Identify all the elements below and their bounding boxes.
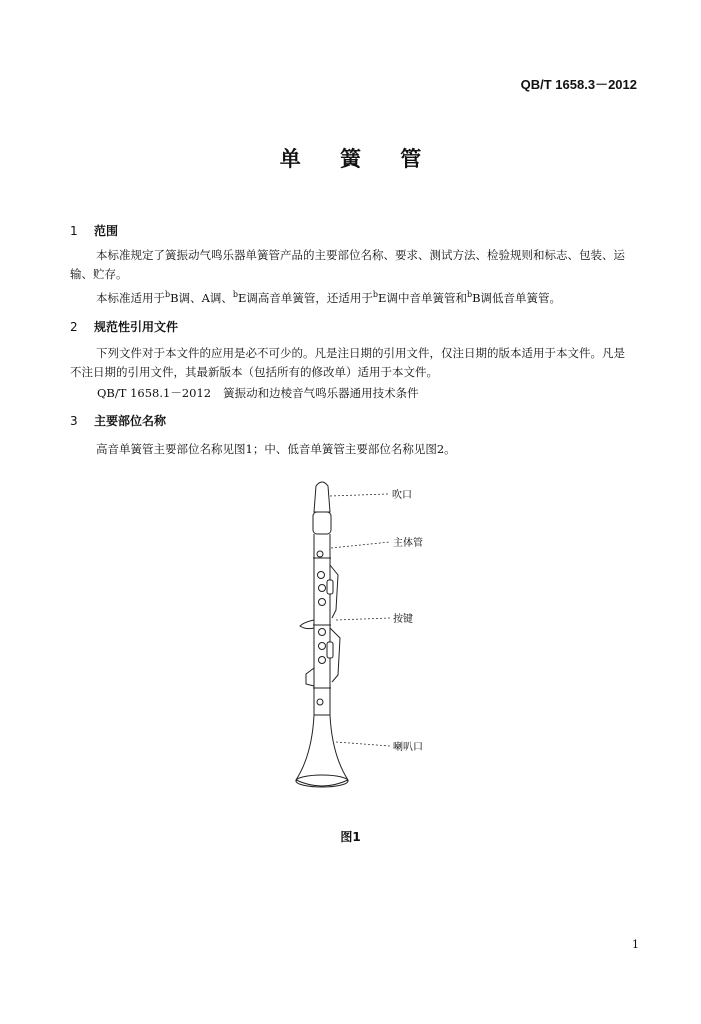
keys-group	[300, 551, 340, 705]
figure-caption: 图1	[340, 830, 361, 844]
label-mouthpiece: 吹口	[392, 490, 412, 501]
label-keys: 按键	[393, 614, 413, 625]
section-title: 范围	[94, 224, 119, 238]
main-parts-paragraph: 高音单簧管主要部位名称见图1；中、低音单簧管主要部位名称见图2。	[96, 442, 456, 456]
barrel-shape	[313, 512, 331, 534]
reference-code: QB/T 1658.1－2012	[97, 386, 212, 400]
bell-rim-shape	[296, 775, 348, 787]
section-1-heading	[70, 222, 118, 239]
section-number: 1	[70, 224, 78, 238]
section-number: 3	[70, 414, 78, 428]
section-number: 2	[70, 320, 78, 334]
normative-references-paragraph: 下列文件对于本文件的应用是必不可少的。凡是注日期的引用文件，仅注日期的版本适用于本文件。凡是不注日期的引用文件，其最新版本（包括所有的修改单）适用于本文件。	[70, 346, 625, 379]
label-body-tube: 主体管	[393, 538, 423, 549]
page-number: 1	[632, 938, 639, 951]
section-title: 主要部位名称	[94, 414, 167, 428]
document-title: 单 簧 管	[279, 147, 438, 171]
standard-code: QB/T 1658.3－2012	[520, 77, 637, 92]
label-bell: 喇叭口	[393, 742, 423, 753]
scope-applicability-paragraph: 本标准适用于$^b$B调、A调、$^b$E调高音单簧管，还适用于$^b$E调中音单簧管和$^b$B调低音单簧管。	[96, 290, 562, 305]
reference-title: 簧振动和边棱音气鸣乐器通用技术条件	[223, 386, 419, 400]
section-title: 规范性引用文件	[94, 320, 179, 334]
section-3-heading	[70, 412, 166, 429]
scope-paragraph: 本标准规定了簧振动气鸣乐器单簧管产品的主要部位名称、要求、测试方法、检验规则和标志、包装、运输、贮存。	[70, 248, 625, 281]
section-2-heading	[70, 318, 178, 335]
reference-entry	[97, 385, 419, 401]
mouthpiece-shape	[314, 482, 330, 512]
clarinet-figure	[270, 470, 450, 800]
